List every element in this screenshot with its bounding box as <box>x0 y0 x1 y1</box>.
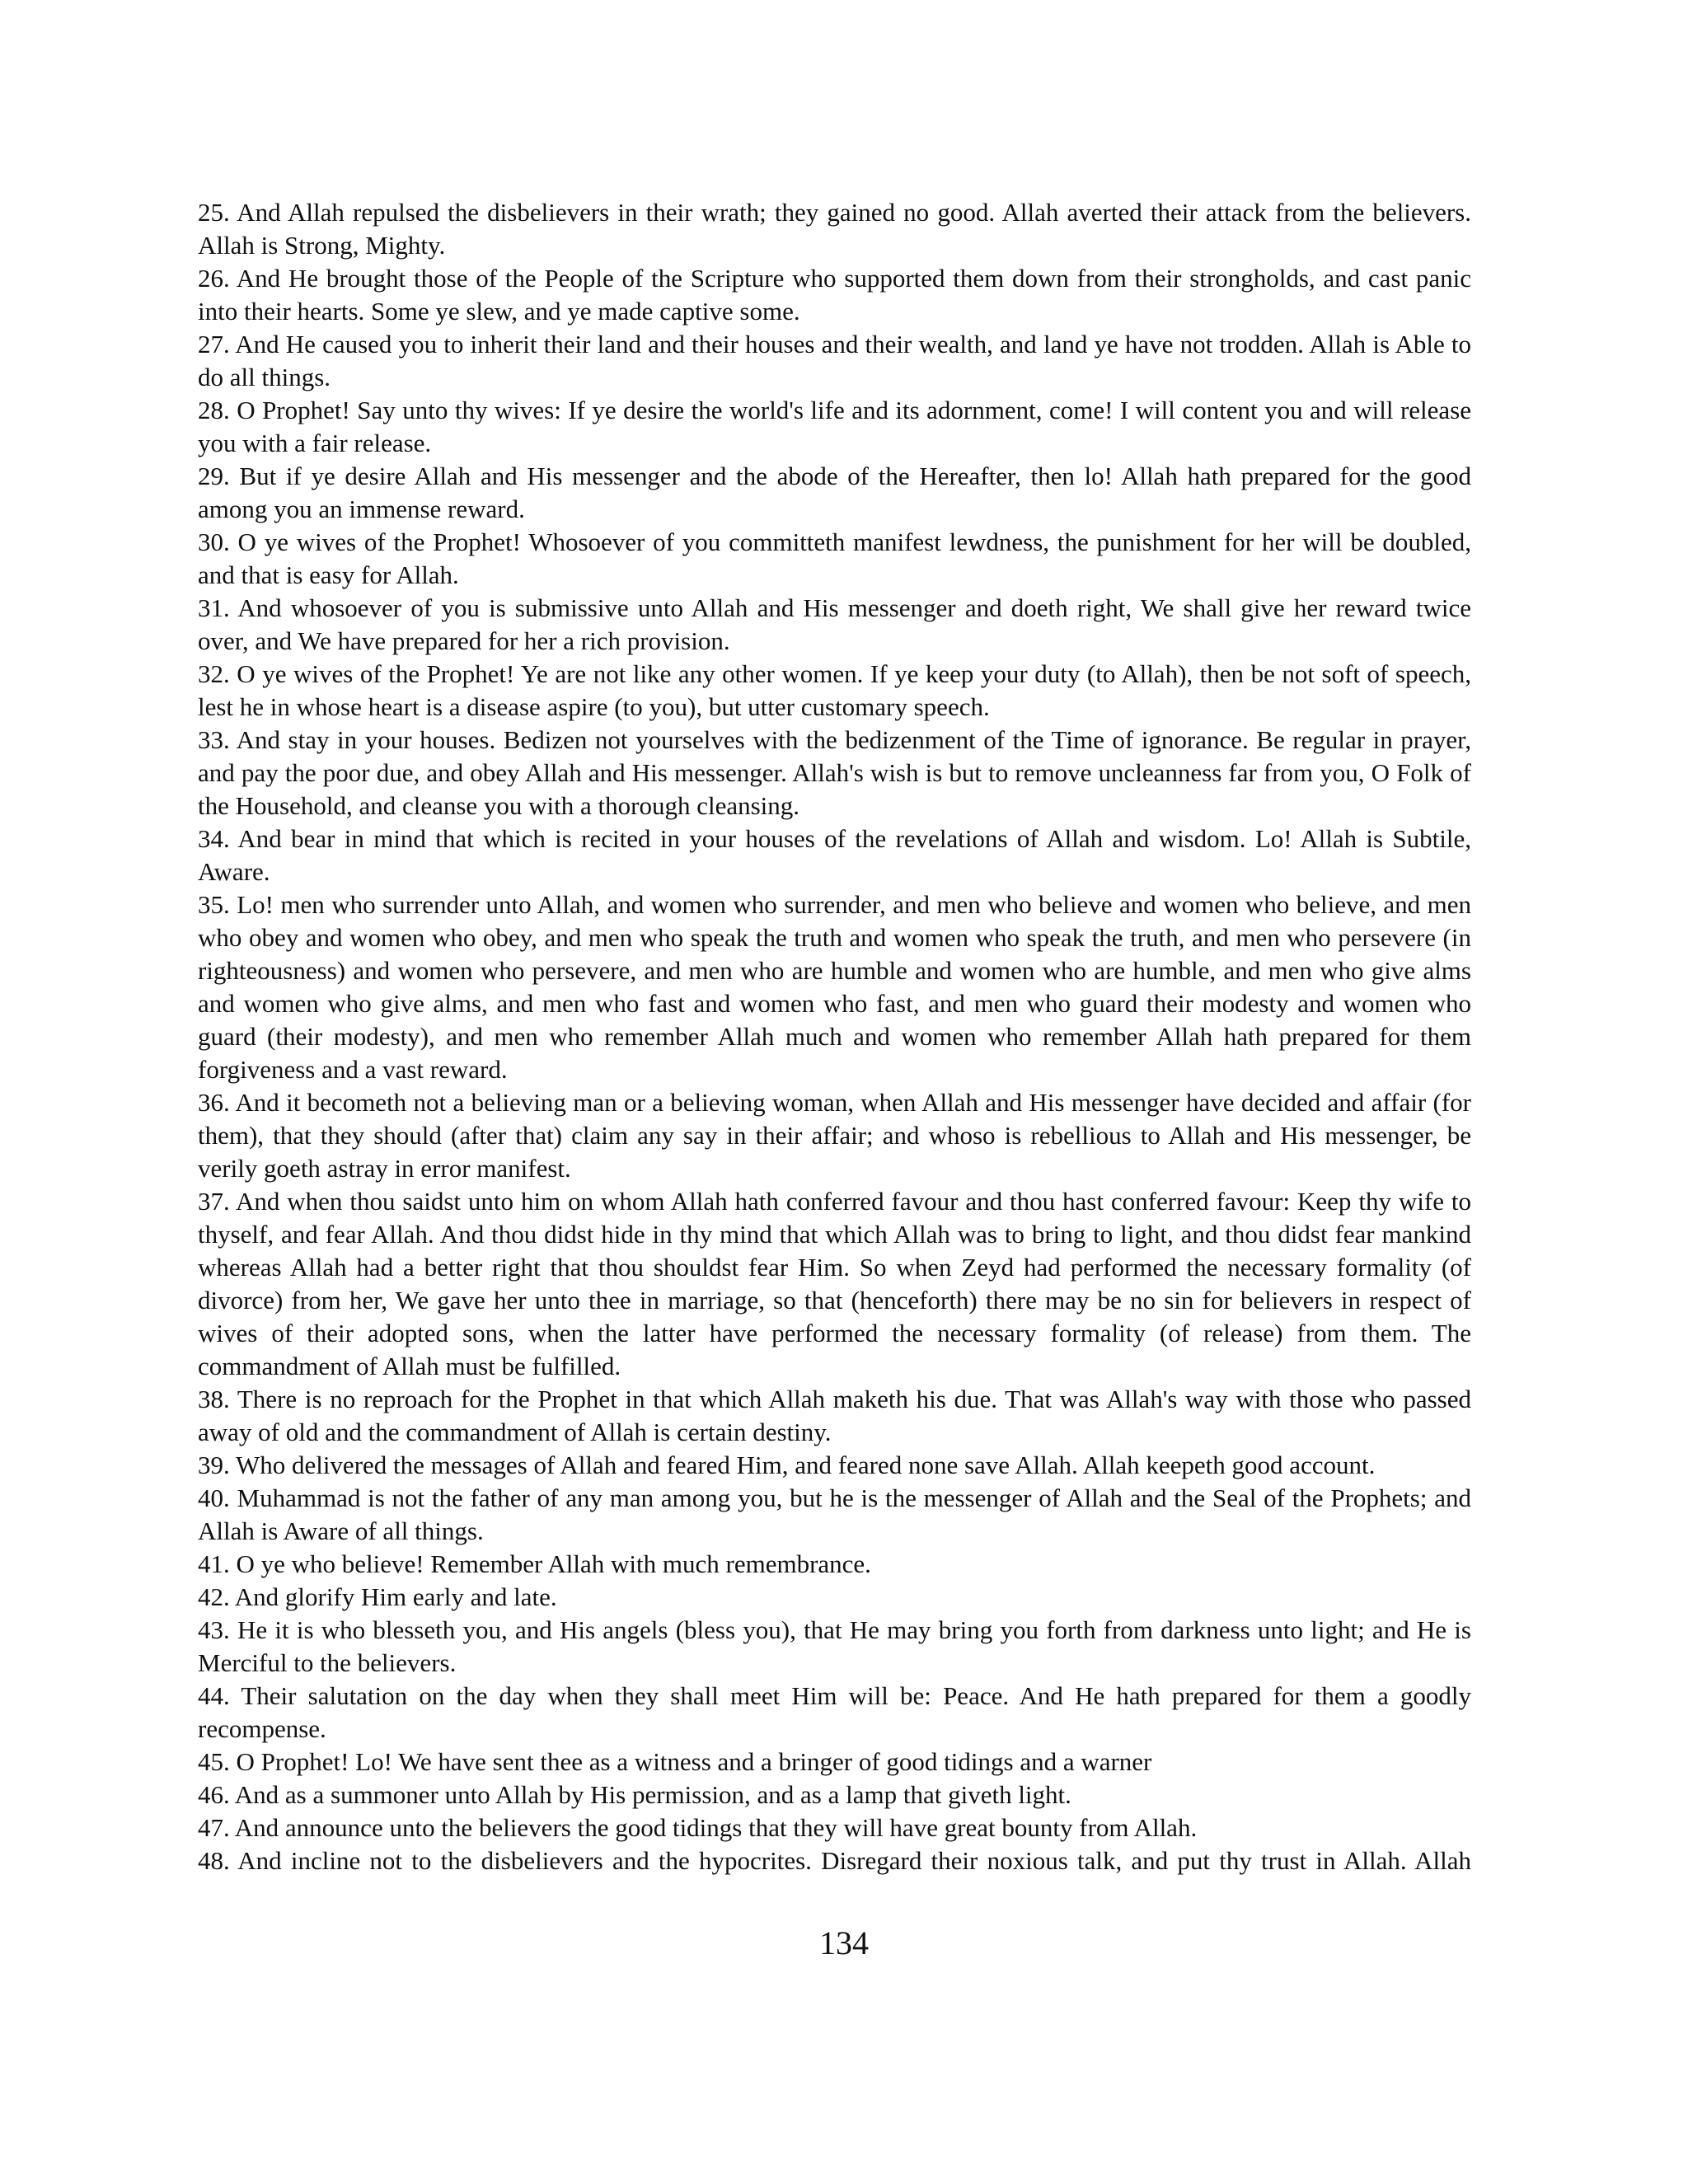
verse-36: 36. And it becometh not a believing man or a believing woman, when Allah and His messenger have decided and affair (for them), that they should (after that) claim any say in their affair; and whoso is rebellious to Allah and His messenger, be verily goeth astray in error manifest. <box>198 1088 1471 1183</box>
verse-26: 26. And He brought those of the People of the Scripture who supported them down from their strongholds, and cast panic into their hearts. Some ye slew, and ye made captive some. <box>198 264 1471 326</box>
verse-34: 34. And bear in mind that which is recited in your houses of the revelations of Allah and wisdom. Lo! Allah is Subtile, Aware. <box>198 824 1471 886</box>
verse-text-body <box>198 196 1471 1877</box>
verse-38: 38. There is no reproach for the Prophet in that which Allah maketh his due. That was Allah's way with those who passed away of old and the commandment of Allah is certain destiny. <box>198 1385 1471 1446</box>
verse-46: 46. And as a summoner unto Allah by His permission, and as a lamp that giveth light. <box>198 1780 1071 1809</box>
verse-31: 31. And whosoever of you is submissive unto Allah and His messenger and doeth right, We shall give her reward twice over, and We have prepared for her a rich provision. <box>198 593 1471 655</box>
verse-30: 30. O ye wives of the Prophet! Whosoever of you committeth manifest lewdness, the punishment for her will be doubled, and that is easy for Allah. <box>198 527 1471 589</box>
verse-44: 44. Their salutation on the day when they shall meet Him will be: Peace. And He hath prepared for them a goodly recompense. <box>198 1681 1471 1743</box>
verse-37: 37. And when thou saidst unto him on whom Allah hath conferred favour and thou hast conferred favour: Keep thy wife to thyself, and fear Allah. And thou didst hide in thy mind that which Allah was to bring to light, and thou didst fear mankind whereas Allah had a better right that thou shouldst fear Him. So when Zeyd had performed the necessary formality (of divorce) from her, We gave her unto thee in marriage, so that (henceforth) there may be no sin for believers in respect of wives of their adopted sons, when the latter have performed the necessary formality (of release) from them. The commandment of Allah must be fulfilled. <box>198 1187 1471 1380</box>
verse-27: 27. And He caused you to inherit their land and their houses and their wealth, and land ye have not trodden. Allah is Able to do all things. <box>198 330 1471 391</box>
page-number: 134 <box>819 1924 869 1961</box>
verse-33: 33. And stay in your houses. Bedizen not yourselves with the bedizenment of the Time of ignorance. Be regular in prayer, and pay the poor due, and obey Allah and His messenger. Allah's wish is but to remove uncleanness far from you, O Folk of the Household, and cleanse you with a thorough cleansing. <box>198 725 1471 820</box>
verse-35: 35. Lo! men who surrender unto Allah, and women who surrender, and men who believe and women who believe, and men who obey and women who obey, and men who speak the truth and women who speak the truth, and men who persevere (in righteousness) and women who persevere, and men who are humble and women who are humble, and men who give alms and women who give alms, and men who fast and women who fast, and men who guard their modesty and women who guard (their modesty), and men who remember Allah much and women who remember Allah hath prepared for them forgiveness and a vast reward. <box>198 890 1471 1084</box>
verse-39: 39. Who delivered the messages of Allah and feared Him, and feared none save Allah. Allah keepeth good account. <box>198 1451 1376 1479</box>
verse-41: 41. O ye who believe! Remember Allah with much remembrance. <box>198 1549 871 1578</box>
verse-25: 25. And Allah repulsed the disbelievers in their wrath; they gained no good. Allah averted their attack from the believers. Allah is Strong, Mighty. <box>198 198 1471 260</box>
verse-40: 40. Muhammad is not the father of any man among you, but he is the messenger of Allah and the Seal of the Prophets; and Allah is Aware of all things. <box>198 1483 1471 1545</box>
verse-48: 48. And incline not to the disbelievers and the hypocrites. Disregard their noxious talk, and put thy trust in Allah. Allah <box>198 1846 1471 1875</box>
verse-47: 47. And announce unto the believers the good tidings that they will have great bounty from Allah. <box>198 1813 1198 1842</box>
verse-45: 45. O Prophet! Lo! We have sent thee as a witness and a bringer of good tidings and a warner <box>198 1747 1152 1776</box>
verse-28: 28. O Prophet! Say unto thy wives: If ye desire the world's life and its adornment, come! I will content you and will release you with a fair release. <box>198 396 1471 457</box>
verse-29: 29. But if ye desire Allah and His messenger and the abode of the Hereafter, then lo! Allah hath prepared for the good among you an immense reward. <box>198 462 1471 523</box>
verse-43: 43. He it is who blesseth you, and His angels (bless you), that He may bring you forth from darkness unto light; and He is Merciful to the believers. <box>198 1615 1471 1677</box>
verse-32: 32. O ye wives of the Prophet! Ye are not like any other women. If ye keep your duty (to Allah), then be not soft of speech, lest he in whose heart is a disease aspire (to you), but utter customary speech. <box>198 659 1471 721</box>
verse-42: 42. And glorify Him early and late. <box>198 1582 557 1611</box>
